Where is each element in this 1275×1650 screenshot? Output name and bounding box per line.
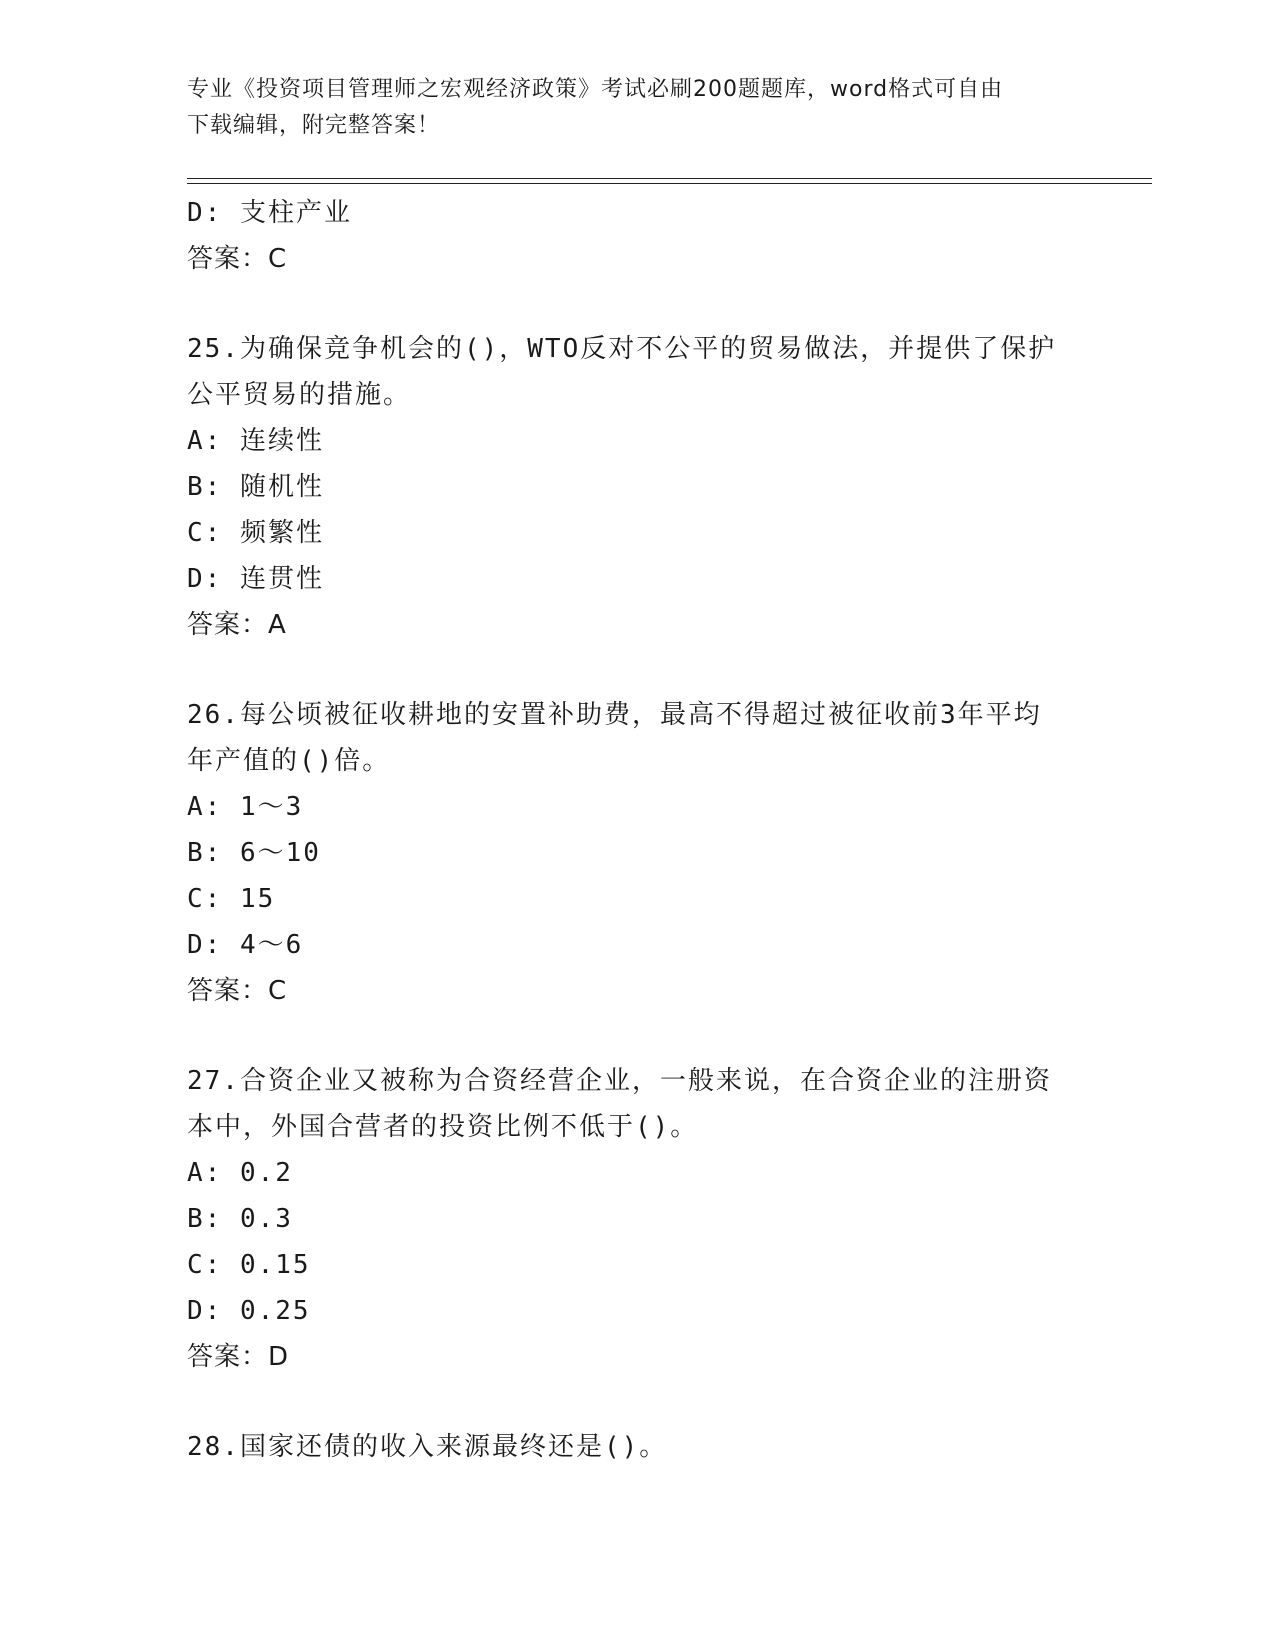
header-line-2: 下载编辑，附完整答案！: [187, 113, 441, 138]
option-b: B: 6～10: [187, 838, 321, 868]
question-25: [187, 326, 1087, 648]
option-a: A: 连续性: [187, 426, 324, 456]
question-text-line: 27.合资企业又被称为合资经营企业，一般来说，在合资企业的注册资: [187, 1066, 1052, 1096]
header-divider-bottom: [187, 183, 1152, 184]
question-28: [187, 1424, 1087, 1470]
question-text-line: 本中，外国合营者的投资比例不低于()。: [187, 1112, 699, 1142]
header-line-1: 专业《投资项目管理师之宏观经济政策》考试必刷200题题库，word格式可自由: [187, 77, 1004, 102]
question-text-line: 28.国家还债的收入来源最终还是()。: [187, 1432, 668, 1462]
option-b: B: 0.3: [187, 1204, 293, 1234]
question-text-line: 25.为确保竞争机会的()，WTO反对不公平的贸易做法，并提供了保护: [187, 334, 1057, 364]
header-divider-top: [187, 178, 1152, 179]
previous-question-tail: [187, 190, 1087, 282]
question-gap: [187, 1380, 1087, 1424]
question-text-line: 公平贸易的措施。: [187, 380, 412, 410]
question-gap: [187, 648, 1087, 692]
option-d: D: 连贯性: [187, 564, 324, 594]
question-26: [187, 692, 1087, 1014]
option-c: C: 频繁性: [187, 518, 324, 548]
question-text-line: 26.每公顷被征收耕地的安置补助费，最高不得超过被征收前3年平均: [187, 700, 1042, 730]
option-d: D: 0.25: [187, 1296, 311, 1326]
option-a: A: 1～3: [187, 792, 304, 822]
document-header: [187, 72, 1087, 144]
option-c: C: 15: [187, 884, 276, 914]
answer-line: 答案：A: [187, 610, 287, 640]
question-gap: [187, 1014, 1087, 1058]
question-27: [187, 1058, 1087, 1380]
option-d: D: 支柱产业: [187, 198, 352, 228]
option-a: A: 0.2: [187, 1158, 293, 1188]
option-b: B: 随机性: [187, 472, 324, 502]
option-c: C: 0.15: [187, 1250, 311, 1280]
question-gap: [187, 282, 1087, 326]
answer-line: 答案：D: [187, 1342, 290, 1372]
question-text-line: 年产值的()倍。: [187, 746, 391, 776]
answer-line: 答案：C: [187, 976, 288, 1006]
option-d: D: 4～6: [187, 930, 304, 960]
question-list: [187, 190, 1087, 1470]
answer-line: 答案：C: [187, 244, 288, 274]
